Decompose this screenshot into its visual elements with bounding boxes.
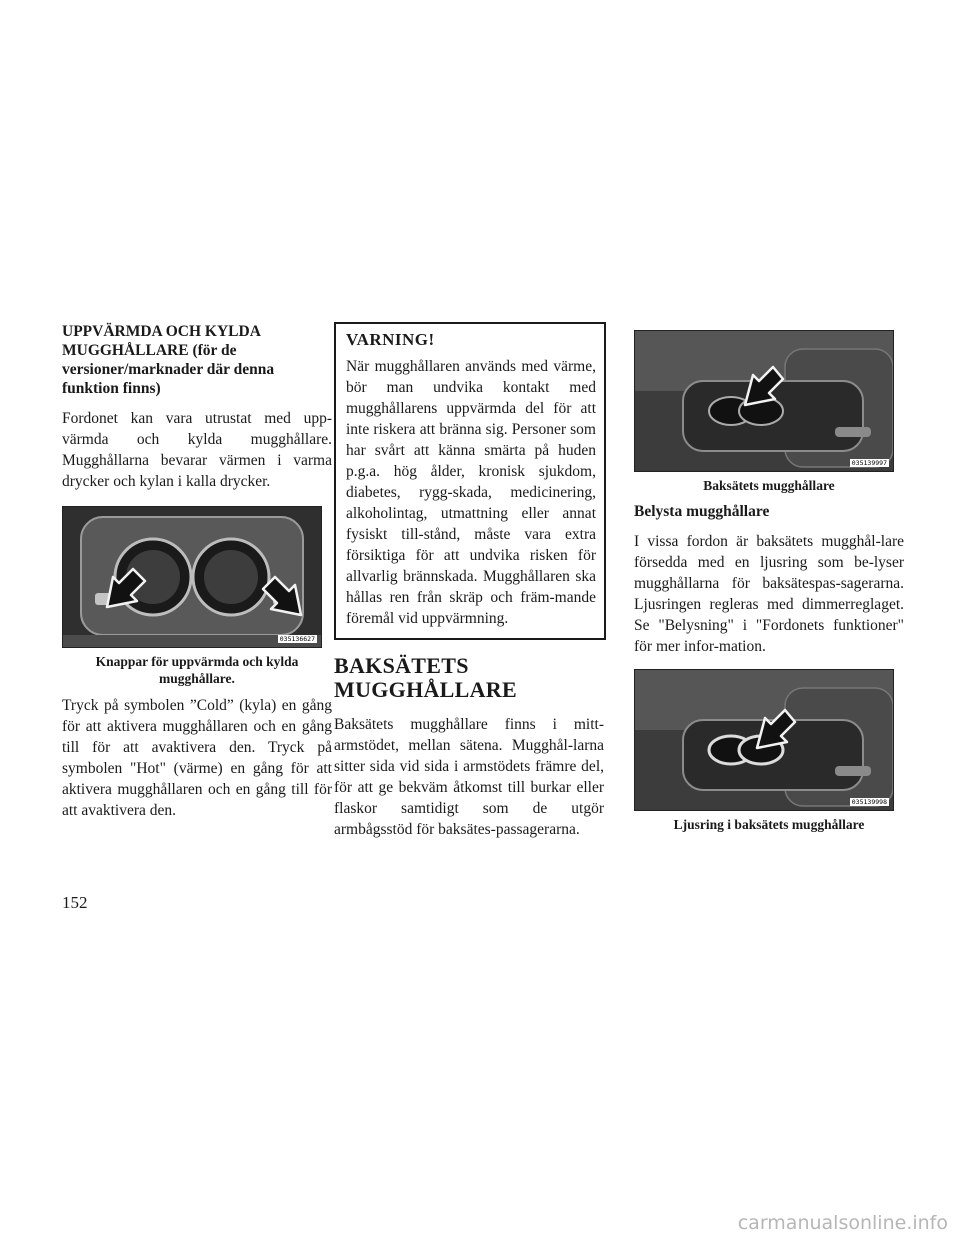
instructions-paragraph: Tryck på symbolen ”Cold” (kyla) en gång för att aktivera mugghållaren och en gång till för att avaktivera den. Tryck på symbolen "Hot" (värme) en gång för att aktivera mugghållaren och en gång till för att avaktivera den. [62,697,332,819]
rear-cupholder-photo [634,330,894,472]
lit-cupholder-subheading: Belysta mugghållare [634,503,770,520]
column-left [62,322,332,821]
figure-code-label: 035139997 [851,459,887,467]
light-ring-photo [634,669,894,811]
figure-caption: Ljusring i baksätets mugghållare [673,817,865,832]
section-heading: BAKSÄTETS MUGGHÅLLARE [334,653,517,702]
intro-paragraph: Fordonet kan vara utrustat med upp-värmda och kylda mugghållare. Mugghållarna bevarar värmen i varma drycker och kylan i kalla drycker. [62,410,332,490]
section-paragraph: Baksätets mugghållare finns i mitt-armstödet, mellan sätena. Mugghål-larna sitter sida vid sida i armstödets främre del, för att ge bekväm åtkomst till burkar eller flaskor samtidigt som de utgör armbågsstöd för baksätes-passagerarna. [334,716,604,838]
warning-title: VARNING! [346,330,435,349]
figure-caption: Knappar för uppvärmda och kylda mugghållare. [95,654,299,686]
figure-code-label: 035136627 [279,635,315,643]
warning-box [334,322,606,640]
light-ring-illustration [635,670,893,810]
watermark: carmanualsonline.info [737,1212,948,1234]
figure-code-label: 035139998 [851,798,887,806]
heated-cooled-subheading: UPPVÄRMDA OCH KYLDA MUGGHÅLLARE (för de versioner/marknader där denna funktion finns) [62,323,275,397]
column-middle [334,322,604,840]
lit-cupholder-paragraph: I vissa fordon är baksätets mugghål-lare försedda med en ljusring som be-lyser mugghållarna för baksätespas-sagerarna. Ljusringen regleras med dimmerreglaget. Se "Belysning" i "Fordonets funktioner" för mer infor-mation. [634,533,904,655]
cupholder-buttons-illustration [63,507,321,647]
cupholder-buttons-photo [62,506,322,648]
figure-caption: Baksätets mugghållare [703,478,835,493]
page-number: 152 [62,893,88,912]
warning-text: När mugghållaren används med värme, bör man undvika kontakt med mugghållarens uppvärmda del för att inte riskera att bränna sig. Personer som har svårt att känna smärta på huden p.g.a. hög ålder, kronisk sjukdom, diabetes, rygg-skada, medicinering, alkoholintag, utmattning eller annat fysiskt till-stånd, måste vara extra försiktiga för att undvika risken för allvarlig brännskada. Mugghållaren ska hållas ren från skräp och främ-mande föremål vid uppvärmning. [346,358,596,627]
column-right [634,330,904,841]
rear-cupholder-illustration [635,331,893,471]
